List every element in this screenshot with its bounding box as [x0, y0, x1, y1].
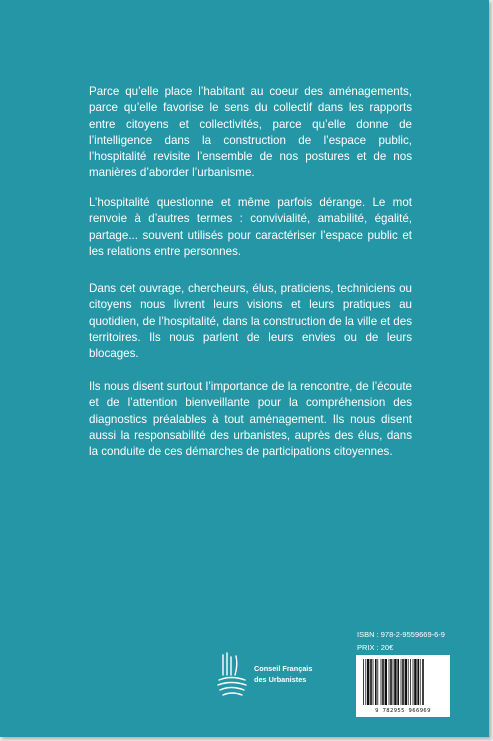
barcode-bar [417, 659, 419, 705]
barcode-bar [414, 659, 416, 705]
publisher-name-line2: des Urbanistes [254, 674, 307, 684]
barcode-bar [413, 659, 414, 705]
barcode-bar [401, 659, 402, 705]
ean13-barcode [362, 659, 444, 705]
isbn-label: ISBN : 978-2-9559669-6-9 [357, 630, 445, 639]
publisher-name [254, 664, 312, 685]
publisher-name-line1: Conseil Français [254, 664, 313, 673]
barcode-bar [373, 659, 374, 705]
price-label: PRIX : 20€ [357, 643, 394, 652]
barcode-bar [393, 659, 394, 705]
paragraph-contributors: Dans cet ouvrage, chercheurs, élus, praticiens, techniciens ou citoyens nous livrent leurs visions et leurs pratiques au quotidien, de l’hospitalité, dans la construction de la ville et des territoires. Ils nous parlent de leurs envies ou de leurs blocages. [89, 282, 412, 361]
cfu-logo-icon [215, 651, 249, 697]
barcode-bar [363, 659, 364, 705]
barcode-bar [420, 659, 421, 705]
barcode-bar [410, 659, 411, 705]
barcode [356, 655, 450, 717]
barcode-bar [375, 659, 377, 705]
barcode-bar [377, 659, 378, 705]
barcode-bar [385, 659, 387, 705]
barcode-bar [422, 659, 424, 705]
paragraph-definition: L’hospitalité questionne et même parfois dérange. Le mot renvoie à d’autres termes : convivialité, amabilité, égalité, partage... souvent utilisés pour caractériser l’espace public et les relations entre personnes. [89, 196, 412, 258]
barcode-bar [405, 659, 407, 705]
barcode-bar [408, 659, 409, 705]
barcode-bar [382, 659, 384, 705]
barcode-digits: 9 782955 966969 [375, 708, 431, 714]
barcode-bar [365, 659, 366, 705]
barcode-bar [390, 659, 392, 705]
barcode-bar [397, 659, 399, 705]
barcode-bar [394, 659, 396, 705]
paragraph-conclusion: Ils nous disent surtout l’importance de la rencontre, de l’écoute et de l’attention bienveillante pour la compréhension des diagnostics préalables à tout aménagement. Ils nous disent aussi la responsabilité des urbanistes, auprès des élus, dans la conduite de ces démarches de participations citoyennes. [89, 380, 412, 459]
barcode-bar [370, 659, 372, 705]
barcode-bar [367, 659, 369, 705]
barcode-bar [402, 659, 404, 705]
barcode-bar [389, 659, 390, 705]
paragraph-intro: Parce qu’elle place l’habitant au coeur des aménagements, parce qu’elle favorise le sens du collectif dans les rapports entre citoyens et collectivités, parce qu’elle donne de l’intelligence dans la construction de l’espace public, l’hospitalité revisite l’ensemble de nos postures et de nos manières d’aborder l’urbanisme. [89, 85, 412, 180]
barcode-bar [381, 659, 382, 705]
